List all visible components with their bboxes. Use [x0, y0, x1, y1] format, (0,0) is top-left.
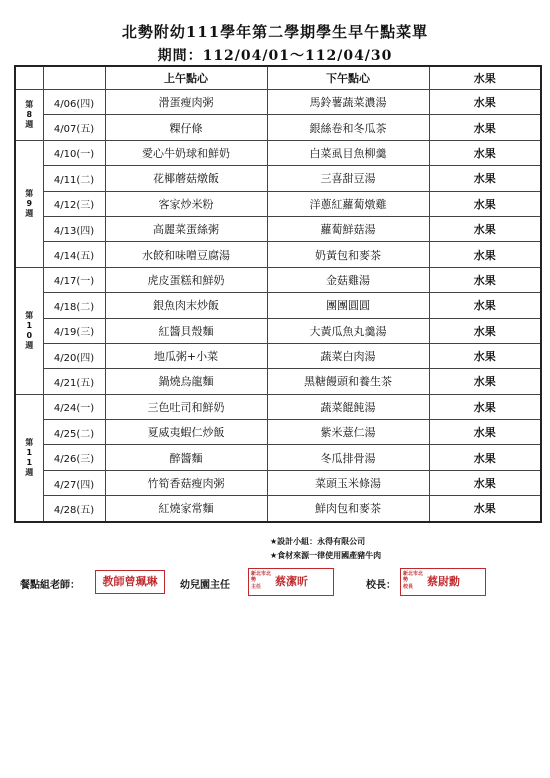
table-row [15, 140, 541, 165]
pm-snack-cell: 奶黃包和麥茶 [267, 242, 429, 267]
header-week [15, 66, 43, 90]
table-row [15, 496, 541, 522]
am-snack-cell: 三色吐司和鮮奶 [105, 394, 267, 419]
date-cell: 4/06(四) [43, 90, 105, 115]
table-row [15, 470, 541, 495]
date-cell: 4/27(四) [43, 470, 105, 495]
pm-snack-cell: 鮮肉包和麥茶 [267, 496, 429, 522]
pm-snack-cell: 蘿蔔鮮菇湯 [267, 216, 429, 241]
fruit-cell: 水果 [429, 216, 541, 241]
date-cell: 4/28(五) [43, 496, 105, 522]
page-title: 北勢附幼111學年第二學期學生早午點菜單 [121, 23, 429, 41]
director-stamp [248, 568, 334, 596]
pm-snack-cell: 蔬菜餛飩湯 [267, 394, 429, 419]
week-label-char: 0 [26, 330, 33, 340]
principal-label: 校長： [366, 580, 396, 591]
fruit-cell: 水果 [429, 191, 541, 216]
date-cell: 4/25(二) [43, 420, 105, 445]
fruit-cell: 水果 [429, 140, 541, 165]
am-snack-cell: 高麗菜蛋絲粥 [105, 216, 267, 241]
date-cell: 4/26(三) [43, 445, 105, 470]
pm-snack-cell: 銀絲卷和冬瓜茶 [267, 115, 429, 140]
am-snack-cell: 紅燒家常麵 [105, 496, 267, 522]
table-row [15, 166, 541, 191]
table-row [15, 191, 541, 216]
pm-snack-cell: 白菜虱目魚柳羹 [267, 140, 429, 165]
fruit-cell: 水果 [429, 166, 541, 191]
am-snack-cell: 紅醬貝殼麵 [105, 318, 267, 343]
fruit-cell: 水果 [429, 470, 541, 495]
date-cell: 4/20(四) [43, 343, 105, 368]
am-snack-cell: 花椰蘑菇燉飯 [105, 166, 267, 191]
header-fruit: 水果 [429, 66, 541, 90]
pm-snack-cell: 菜頭玉米條湯 [267, 470, 429, 495]
meal-teacher-label: 餐點組老師： [20, 580, 80, 591]
table-row [15, 369, 541, 394]
fruit-cell: 水果 [429, 318, 541, 343]
meal-teacher-stamp: 教師曾珮琳 [95, 570, 165, 594]
table-row [15, 394, 541, 419]
week-label-char: 第 [25, 99, 34, 109]
week-label-char: 週 [25, 340, 34, 350]
pm-snack-cell: 三喜甜豆湯 [267, 166, 429, 191]
fruit-cell: 水果 [429, 369, 541, 394]
date-cell: 4/19(三) [43, 318, 105, 343]
director-stamp-title: 主任 [251, 584, 262, 590]
date-cell: 4/12(三) [43, 191, 105, 216]
principal-stamp-title: 校長 [403, 584, 414, 590]
week-label-char: 1 [26, 447, 33, 457]
week-label-char: 週 [25, 467, 34, 477]
source-note: ★食材來源一律使用國產豬牛肉 [270, 551, 382, 560]
week-label-char: 週 [25, 208, 34, 218]
am-snack-cell: 滑蛋瘦肉粥 [105, 90, 267, 115]
table-row [15, 242, 541, 267]
pm-snack-cell: 馬鈴薯蔬菜濃湯 [267, 90, 429, 115]
fruit-cell: 水果 [429, 343, 541, 368]
pm-snack-cell: 黑糖饅頭和養生茶 [267, 369, 429, 394]
pm-snack-cell: 團團圓圓 [267, 293, 429, 318]
date-cell: 4/24(一) [43, 394, 105, 419]
pm-snack-cell: 洋蔥紅蘿蔔燉雞 [267, 191, 429, 216]
fruit-cell: 水果 [429, 420, 541, 445]
date-cell: 4/10(一) [43, 140, 105, 165]
date-cell: 4/07(五) [43, 115, 105, 140]
principal-stamp [400, 568, 486, 596]
am-snack-cell: 水餃和味噌豆腐湯 [105, 242, 267, 267]
menu-table [14, 65, 542, 523]
pm-snack-cell: 冬瓜排骨湯 [267, 445, 429, 470]
header-am-snack: 上午點心 [105, 66, 267, 90]
fruit-cell: 水果 [429, 394, 541, 419]
week-label-char: 第 [25, 188, 34, 198]
am-snack-cell: 愛心牛奶球和鮮奶 [105, 140, 267, 165]
am-snack-cell: 銀魚肉末炒飯 [105, 293, 267, 318]
table-row [15, 343, 541, 368]
week-label-char: 1 [26, 320, 33, 330]
table-row [15, 293, 541, 318]
week-label [15, 90, 43, 141]
fruit-cell: 水果 [429, 242, 541, 267]
pm-snack-cell: 紫米薏仁湯 [267, 420, 429, 445]
table-row [15, 318, 541, 343]
week-label-char: 1 [26, 457, 33, 467]
date-cell: 4/21(五) [43, 369, 105, 394]
header-date [43, 66, 105, 90]
signature-row [0, 568, 550, 598]
table-row [15, 216, 541, 241]
am-snack-cell: 醉醬麵 [105, 445, 267, 470]
date-cell: 4/18(二) [43, 293, 105, 318]
menu-period: 期間：112/04/01～112/04/30 [157, 48, 393, 64]
date-cell: 4/17(一) [43, 267, 105, 292]
am-snack-cell: 鍋燒烏龍麵 [105, 369, 267, 394]
table-row [15, 90, 541, 115]
fruit-cell: 水果 [429, 115, 541, 140]
date-cell: 4/14(五) [43, 242, 105, 267]
director-stamp-name: 蔡潔昕 [275, 575, 308, 588]
principal-stamp-org: 新北市北勢 [403, 571, 424, 583]
am-snack-cell: 地瓜粥+小菜 [105, 343, 267, 368]
table-row [15, 445, 541, 470]
table-row [15, 420, 541, 445]
pm-snack-cell: 蔬菜白肉湯 [267, 343, 429, 368]
week-label [15, 140, 43, 267]
week-label [15, 267, 43, 394]
week-label-char: 第 [25, 310, 34, 320]
am-snack-cell: 虎皮蛋糕和鮮奶 [105, 267, 267, 292]
menu-body [15, 90, 541, 522]
fruit-cell: 水果 [429, 267, 541, 292]
week-label-char: 9 [26, 198, 33, 208]
pm-snack-cell: 金菇雞湯 [267, 267, 429, 292]
designer-note: ★設計小組：永得有限公司 [270, 537, 366, 546]
director-stamp-org: 新北市北勢 [251, 571, 272, 583]
fruit-cell: 水果 [429, 496, 541, 522]
header-pm-snack: 下午點心 [267, 66, 429, 90]
table-header-row [15, 66, 541, 90]
table-row [15, 115, 541, 140]
week-label-char: 8 [26, 109, 33, 119]
table-row [15, 267, 541, 292]
principal-stamp-name: 蔡尉勳 [427, 575, 460, 588]
director-label: 幼兒園主任 [180, 580, 230, 591]
fruit-cell: 水果 [429, 445, 541, 470]
week-label [15, 394, 43, 521]
date-cell: 4/11(二) [43, 166, 105, 191]
am-snack-cell: 客家炒米粉 [105, 191, 267, 216]
fruit-cell: 水果 [429, 90, 541, 115]
am-snack-cell: 竹筍香菇瘦肉粥 [105, 470, 267, 495]
am-snack-cell: 夏威夷蝦仁炒飯 [105, 420, 267, 445]
am-snack-cell: 粿仔條 [105, 115, 267, 140]
week-label-char: 週 [25, 119, 34, 129]
week-label-char: 第 [25, 437, 34, 447]
pm-snack-cell: 大黃瓜魚丸羹湯 [267, 318, 429, 343]
date-cell: 4/13(四) [43, 216, 105, 241]
fruit-cell: 水果 [429, 293, 541, 318]
